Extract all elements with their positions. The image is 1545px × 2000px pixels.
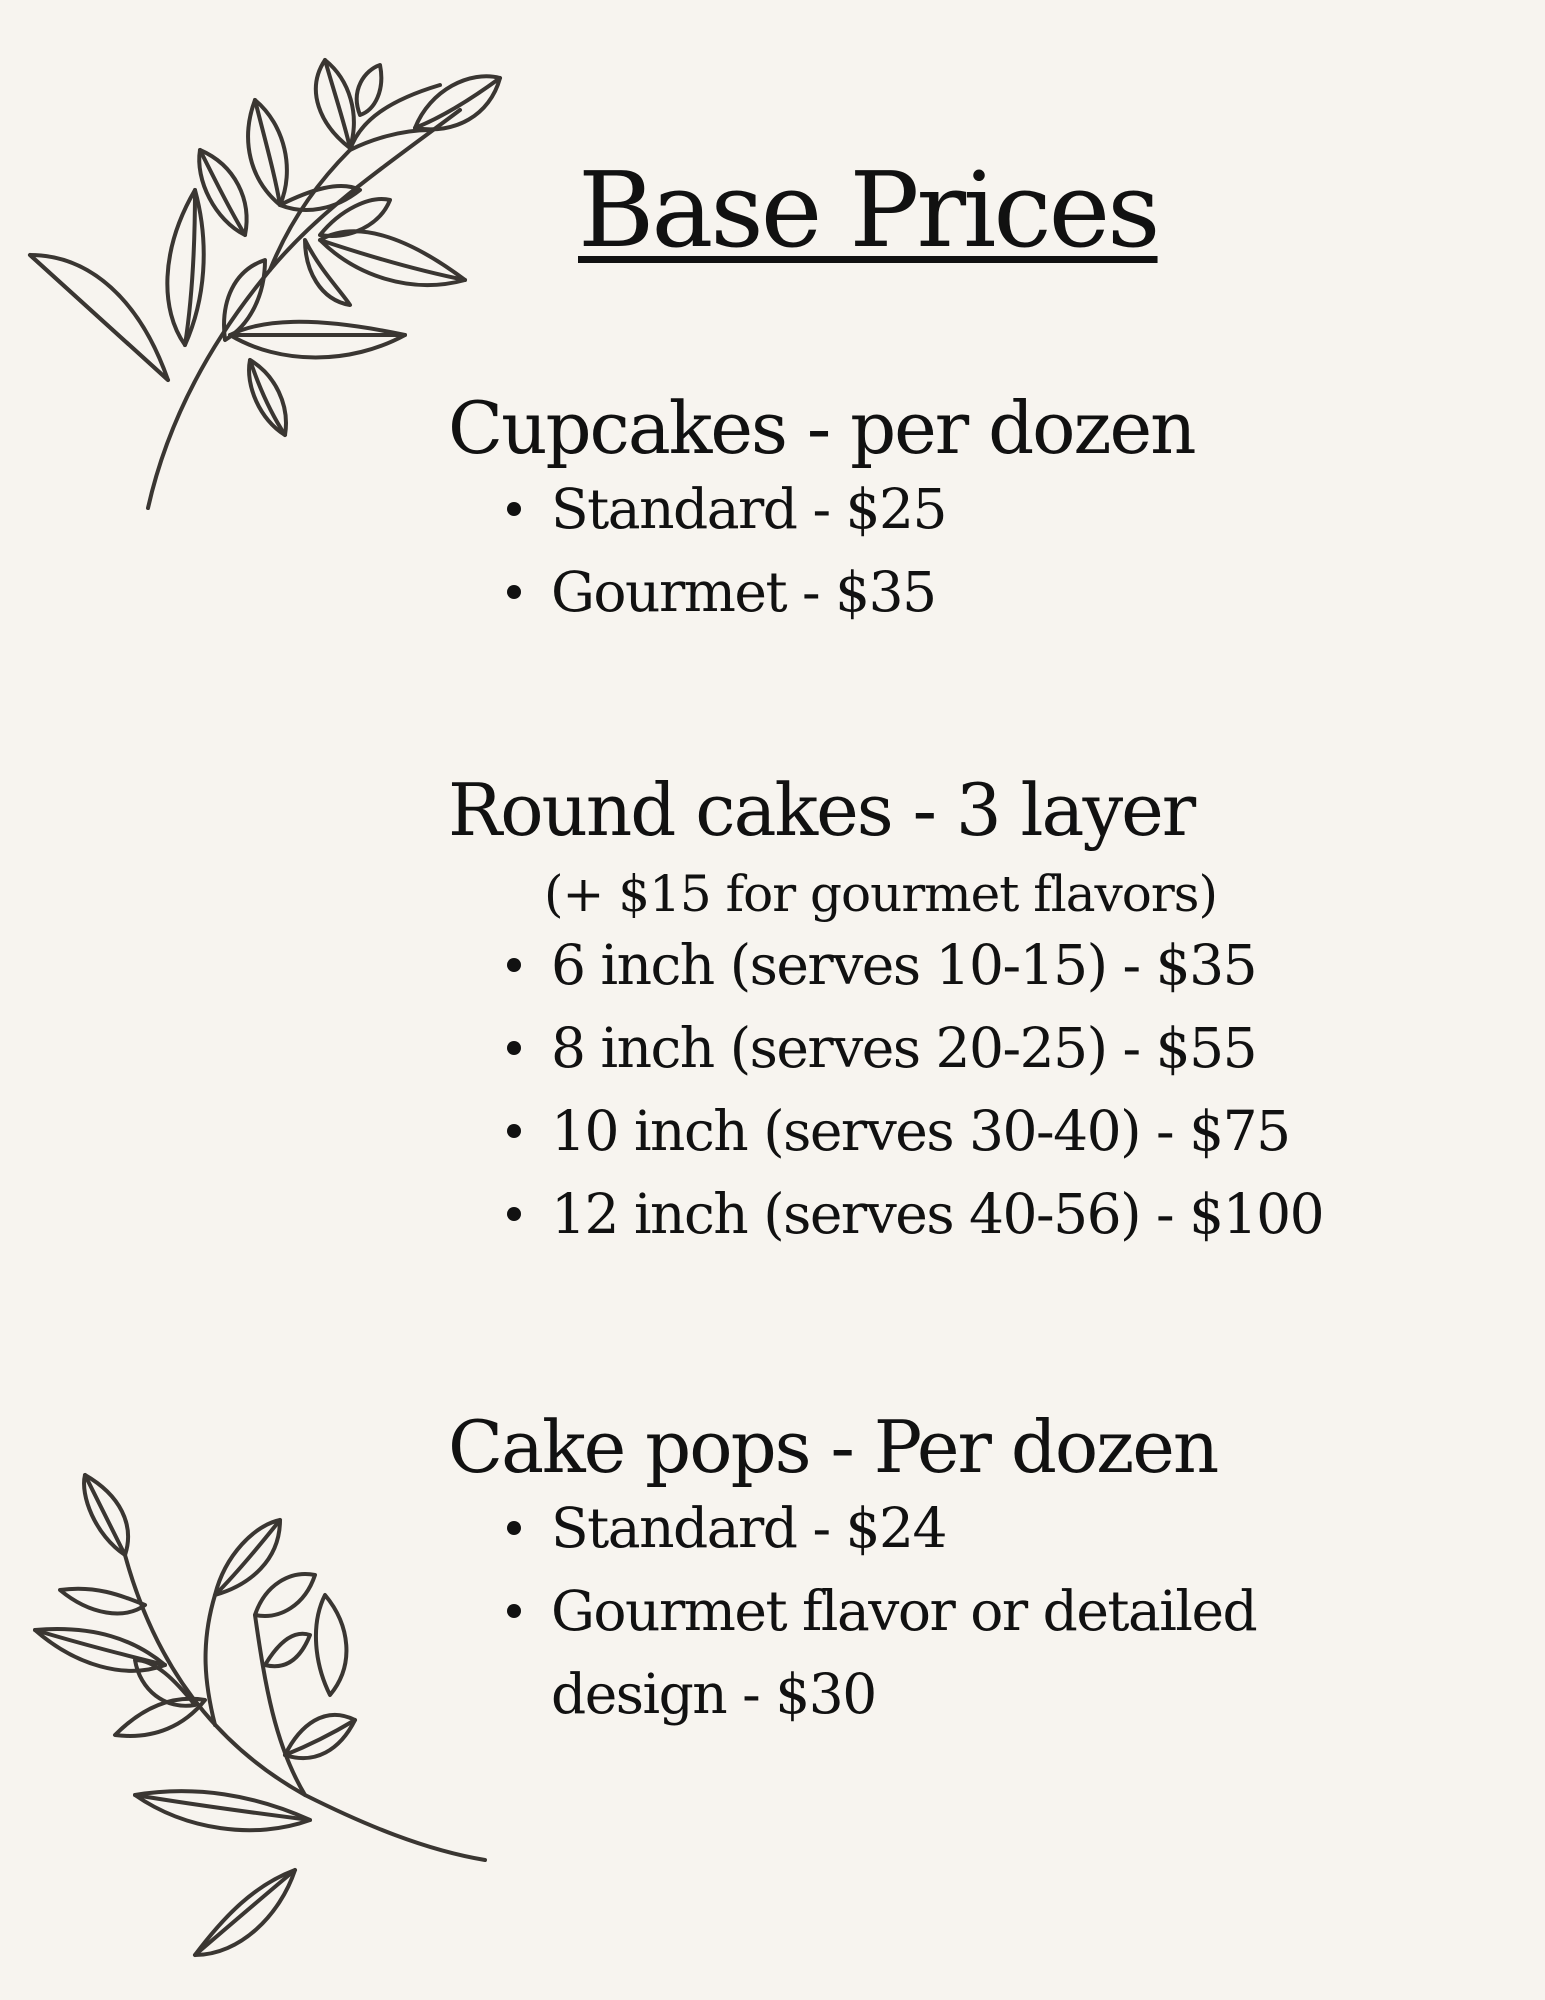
list-item-label: 8 inch (serves 20-25) - $55	[551, 1016, 1257, 1080]
list-item	[448, 924, 1323, 1007]
cake-pops-section	[448, 1407, 1371, 1736]
list-item	[448, 1487, 1371, 1570]
list-item	[448, 1007, 1323, 1090]
list-item-label: Gourmet - $35	[551, 560, 936, 624]
bullet-icon	[507, 958, 521, 972]
price-list	[448, 468, 1194, 634]
bullet-icon	[507, 1521, 521, 1535]
list-item-label: Standard - $25	[551, 477, 947, 541]
list-item-label: Standard - $24	[551, 1496, 947, 1560]
list-item-label: 10 inch (serves 30-40) - $75	[551, 1099, 1290, 1163]
section-heading: Round cakes - 3 layer	[448, 768, 1195, 852]
section-note: (+ $15 for gourmet flavors)	[544, 865, 1217, 923]
bullet-icon	[507, 1041, 521, 1055]
bullet-icon	[507, 585, 521, 599]
leaf-branch-icon	[25, 1465, 505, 1975]
section-heading: Cupcakes - per dozen	[448, 386, 1195, 470]
leaf-branch-icon	[20, 30, 520, 520]
list-item-label: Gourmet flavor or detailed design - $30	[551, 1579, 1257, 1726]
cupcakes-section	[448, 388, 1194, 634]
bullet-icon	[507, 502, 521, 516]
bullet-icon	[507, 1604, 521, 1618]
price-list	[448, 1487, 1371, 1736]
page-title: Base Prices	[578, 149, 1158, 271]
list-item	[448, 1090, 1323, 1173]
round-cakes-section	[448, 770, 1323, 1256]
list-item-label: 6 inch (serves 10-15) - $35	[551, 933, 1257, 997]
list-item	[448, 1570, 1371, 1736]
list-item	[448, 1173, 1323, 1256]
list-item	[448, 468, 1194, 551]
bullet-icon	[507, 1124, 521, 1138]
section-heading: Cake pops - Per dozen	[448, 1405, 1218, 1489]
list-item	[448, 551, 1194, 634]
list-item-label: 12 inch (serves 40-56) - $100	[551, 1182, 1324, 1246]
price-list	[448, 924, 1323, 1256]
bullet-icon	[507, 1207, 521, 1221]
